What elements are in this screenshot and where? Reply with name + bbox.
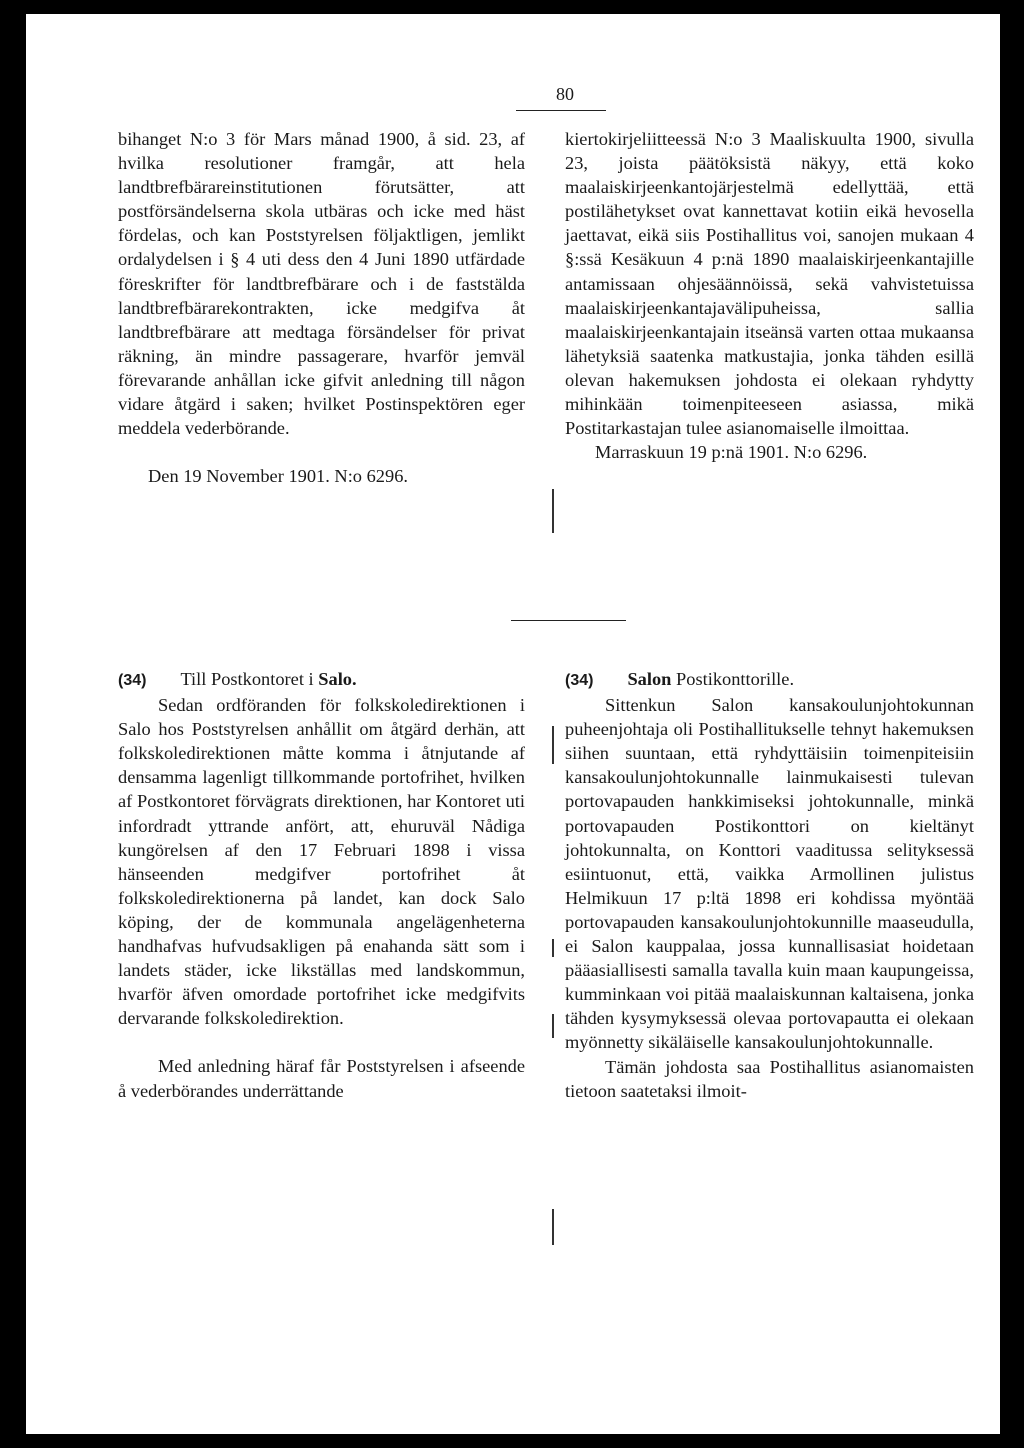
page	[26, 14, 1000, 1434]
page-number: 80	[556, 84, 574, 104]
finnish-heading-text: Postikonttorille.	[676, 669, 795, 689]
swedish-column-top	[118, 127, 525, 488]
section-number: (34)	[565, 672, 594, 689]
swedish-section-heading	[118, 667, 525, 693]
swedish-paragraph-continued: bihanget N:o 3 för Mars månad 1900, å sid. 23, af hvilka resolutioner framgår, att hela landtbrefbärareinstitutionen förutsätter, att postförsändelserna skola utbäras och icke med häst fördelas, och kan Poststyrelsen följaktligen, jemlikt ordalydelsen i § 4 uti dess den 4 Juni 1890 utfärdade föreskrifter för landtbrefbärare och i de faststälda landtbrefbärarekontrakten, icke medgifva åt landtbrefbärare att medtaga försändelser för privat räkning, än mindre passagerare, hvarför jemväl förevarande anhållan icke gifvit anledning till någon vidare åtgärd i saken; hvilket Postinspektören eger meddela vederbörande.	[118, 129, 525, 439]
margin-mark	[552, 1014, 554, 1038]
paragraph-gap	[118, 440, 525, 464]
finnish-paragraph-2: Tämän johdosta saa Postihallitus asianomaisten tietoon saatetaksi ilmoit-	[565, 1056, 974, 1101]
margin-mark	[552, 726, 554, 764]
swedish-column-bottom	[118, 667, 525, 1103]
finnish-date-line: Marraskuun 19 p:nä 1901. N:o 6296.	[595, 442, 868, 463]
finnish-paragraph-1: Sittenkun Salon kansakoulunjohtokunnan puheenjohtaja oli Postihallitukselle tehnyt hakemuksen siihen suuntaan, että ryhdyttäisiin toimenpiteisiin kansakoulunjohtokunnalle lainmukaisesti tulevan portovapauden hankkimiseksi johtokunnalle, minkä portovapauden Postikonttori on kieltänyt johtokunnalta, on Konttori vaaditussa selityksessä esiintuonut, että, vaikka Armollinen julistus Helmikuun 17 p:ltä 1898 eri kohdissa myöntää portovapauden kansakoulunjohtokunnille maaseudulla, ei Salon kauppalaa, jossa kunnallisasiat hoidetaan pääasiallisesti samalla tavalla kuin maan kaupungeissa, kumminkaan voi pitää maalaiskunnan kaltaisena, jonka tähden kysymyksessä olevaa portovapautta ei olekaan myönnetty sikäläiselle kansakoulunjohtokunnalle.	[565, 695, 974, 1053]
swedish-heading-place: Salo.	[318, 669, 357, 689]
finnish-paragraph-continued: kiertokirjeliitteessä N:o 3 Maaliskuulta 1900, sivulla 23, joista päätöksistä näkyy, että koko maalaiskirjeenkantojärjestelmä edellyttää, että postilähetykset ovat kannettavat kotiin eikä hevosella jaettavat, eikä siis Postihallitus voi, sanojen mukaan 4 §:ssä Kesäkuun 4 p:nä 1890 maalaiskirjeenkantajille antamissaan ohjesäännöissä, sekä vahvistetuissa maalaiskirjeenkantajavälipuheissa, sallia maalaiskirjeenkantajain itseänsä varten ottaa mukaansa lähetyksiä saatenka matkustajia, jonka tähden esillä olevan hakemuksen johdosta ei olekaan ryhdytty mihinkään toimenpiteeseen asiassa, mikä Postitarkastajan tulee asianomaiselle ilmoittaa.	[565, 129, 974, 439]
swedish-paragraph-1: Sedan ordföranden för folkskoledirektionen i Salo hos Poststyrelsen anhållit om åtgärd derhän, att folkskoledirektionen måtte komma i åtnjutande af densamma lagenligt tillkommande portofrihet, hvilken af Postkontoret förvägrats direktionen, har Kontoret uti infordradt yttrande anfört, att, ehuruväl Nådiga kungörelsen af den 17 Februari 1898 i vissa hänseenden medgifver portofrihet åt folkskoledirektionerna på landet, kan dock Salo köping, der de kommunala angelägenheterna handhafvas hufvudsakligen på enahanda sätt som i landets städer, icke likställas med landskommun, hvarför äfven omordade portofrihet icke medgifvits dervarande folkskoledirektion.	[118, 695, 525, 1029]
margin-mark	[552, 939, 554, 957]
swedish-paragraph-2: Med anledning häraf får Poststyrelsen i afseende å vederbörandes underrättande	[118, 1056, 525, 1101]
swedish-date-line: Den 19 November 1901. N:o 6296.	[148, 466, 408, 487]
page-number-rule	[516, 110, 606, 111]
margin-mark	[552, 1209, 554, 1245]
swedish-heading-text: Till Postkontoret i	[180, 669, 314, 689]
finnish-column-bottom	[565, 667, 974, 1103]
finnish-section-heading	[565, 667, 974, 693]
margin-mark	[552, 489, 554, 533]
finnish-heading-place: Salon	[627, 669, 672, 689]
finnish-column-top	[565, 127, 974, 464]
section-number: (34)	[118, 672, 147, 689]
section-separator-rule	[511, 620, 626, 621]
paragraph-gap	[118, 1030, 525, 1054]
